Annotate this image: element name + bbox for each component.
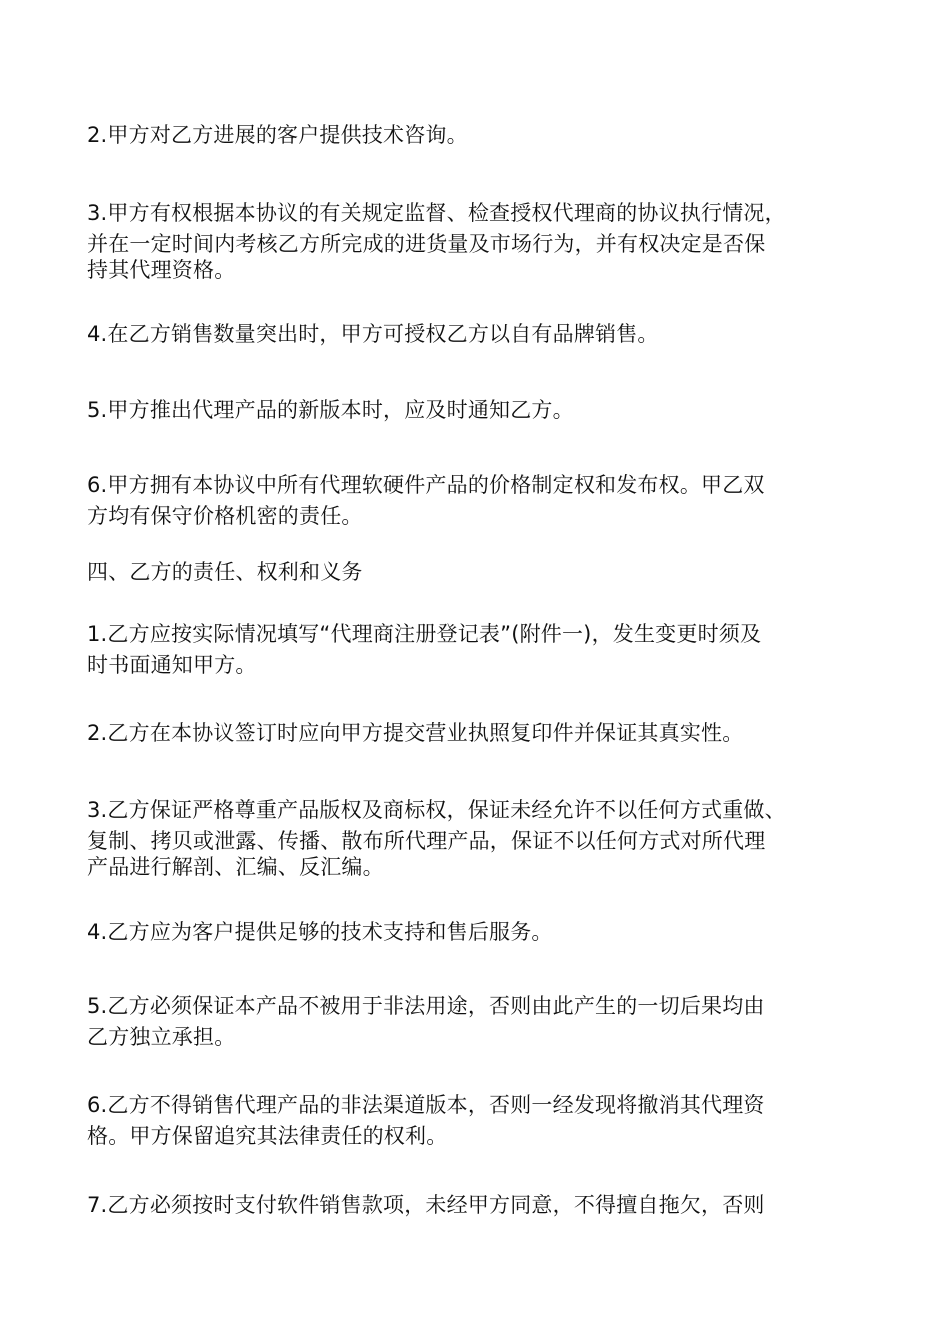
clause-line: 复制、拷贝或泄露、传播、散布所代理产品，保证不以任何方式对所代理 bbox=[87, 829, 766, 853]
clause-line: 4.在乙方销售数量突出时，甲方可授权乙方以自有品牌销售。 bbox=[87, 322, 659, 346]
clause-3-4 bbox=[87, 319, 877, 350]
clause-line: 5.甲方推出代理产品的新版本时，应及时通知乙方。 bbox=[87, 398, 574, 422]
clause-4-2 bbox=[87, 718, 877, 749]
clause-3-6 bbox=[87, 470, 877, 532]
clause-line: 乙方独立承担。 bbox=[87, 1025, 236, 1049]
clause-line: 4.乙方应为客户提供足够的技术支持和售后服务。 bbox=[87, 920, 553, 944]
clause-line: 持其代理资格。 bbox=[87, 258, 236, 282]
clause-4-1 bbox=[87, 619, 877, 681]
clause-line: 方均有保守价格机密的责任。 bbox=[87, 504, 363, 528]
clause-line: 2.乙方在本协议签订时应向甲方提交营业执照复印件并保证其真实性。 bbox=[87, 721, 744, 745]
clause-line: 3.甲方有权根据本协议的有关规定监督、检查授权代理商的协议执行情况， bbox=[87, 201, 786, 225]
clause-line: 并在一定时间内考核乙方所完成的进货量及市场行为，并有权决定是否保 bbox=[87, 232, 766, 256]
heading-line: 四、乙方的责任、权利和义务 bbox=[87, 560, 363, 584]
clause-line: 2.甲方对乙方进展的客户提供技术咨询。 bbox=[87, 123, 468, 147]
clause-line: 格。甲方保留追究其法律责任的权利。 bbox=[87, 1124, 448, 1148]
clause-3-3 bbox=[87, 198, 877, 286]
clause-line: 7.乙方必须按时支付软件销售款项，未经甲方同意，不得擅自拖欠，否则 bbox=[87, 1193, 765, 1217]
clause-line: 1.乙方应按实际情况填写“代理商注册登记表”(附件一)，发生变更时须及 bbox=[87, 622, 762, 646]
clause-4-6 bbox=[87, 1090, 877, 1152]
clause-3-2 bbox=[87, 120, 877, 151]
clause-4-5 bbox=[87, 991, 877, 1053]
clause-line: 5.乙方必须保证本产品不被用于非法用途，否则由此产生的一切后果均由 bbox=[87, 994, 765, 1018]
clause-line: 时书面通知甲方。 bbox=[87, 653, 257, 677]
clause-4-4 bbox=[87, 917, 877, 948]
clause-line: 3.乙方保证严格尊重产品版权及商标权，保证未经允许不以任何方式重做、 bbox=[87, 798, 786, 822]
clause-line: 6.甲方拥有本协议中所有代理软硬件产品的价格制定权和发布权。甲乙双 bbox=[87, 473, 765, 497]
clause-line: 6.乙方不得销售代理产品的非法渠道版本，否则一经发现将撤消其代理资 bbox=[87, 1093, 765, 1117]
clause-line: 产品进行解剖、汇编、反汇编。 bbox=[87, 855, 384, 879]
clause-4-7 bbox=[87, 1190, 877, 1221]
section-4-heading bbox=[87, 557, 877, 588]
clause-4-3 bbox=[87, 795, 877, 883]
clause-3-5 bbox=[87, 395, 877, 426]
